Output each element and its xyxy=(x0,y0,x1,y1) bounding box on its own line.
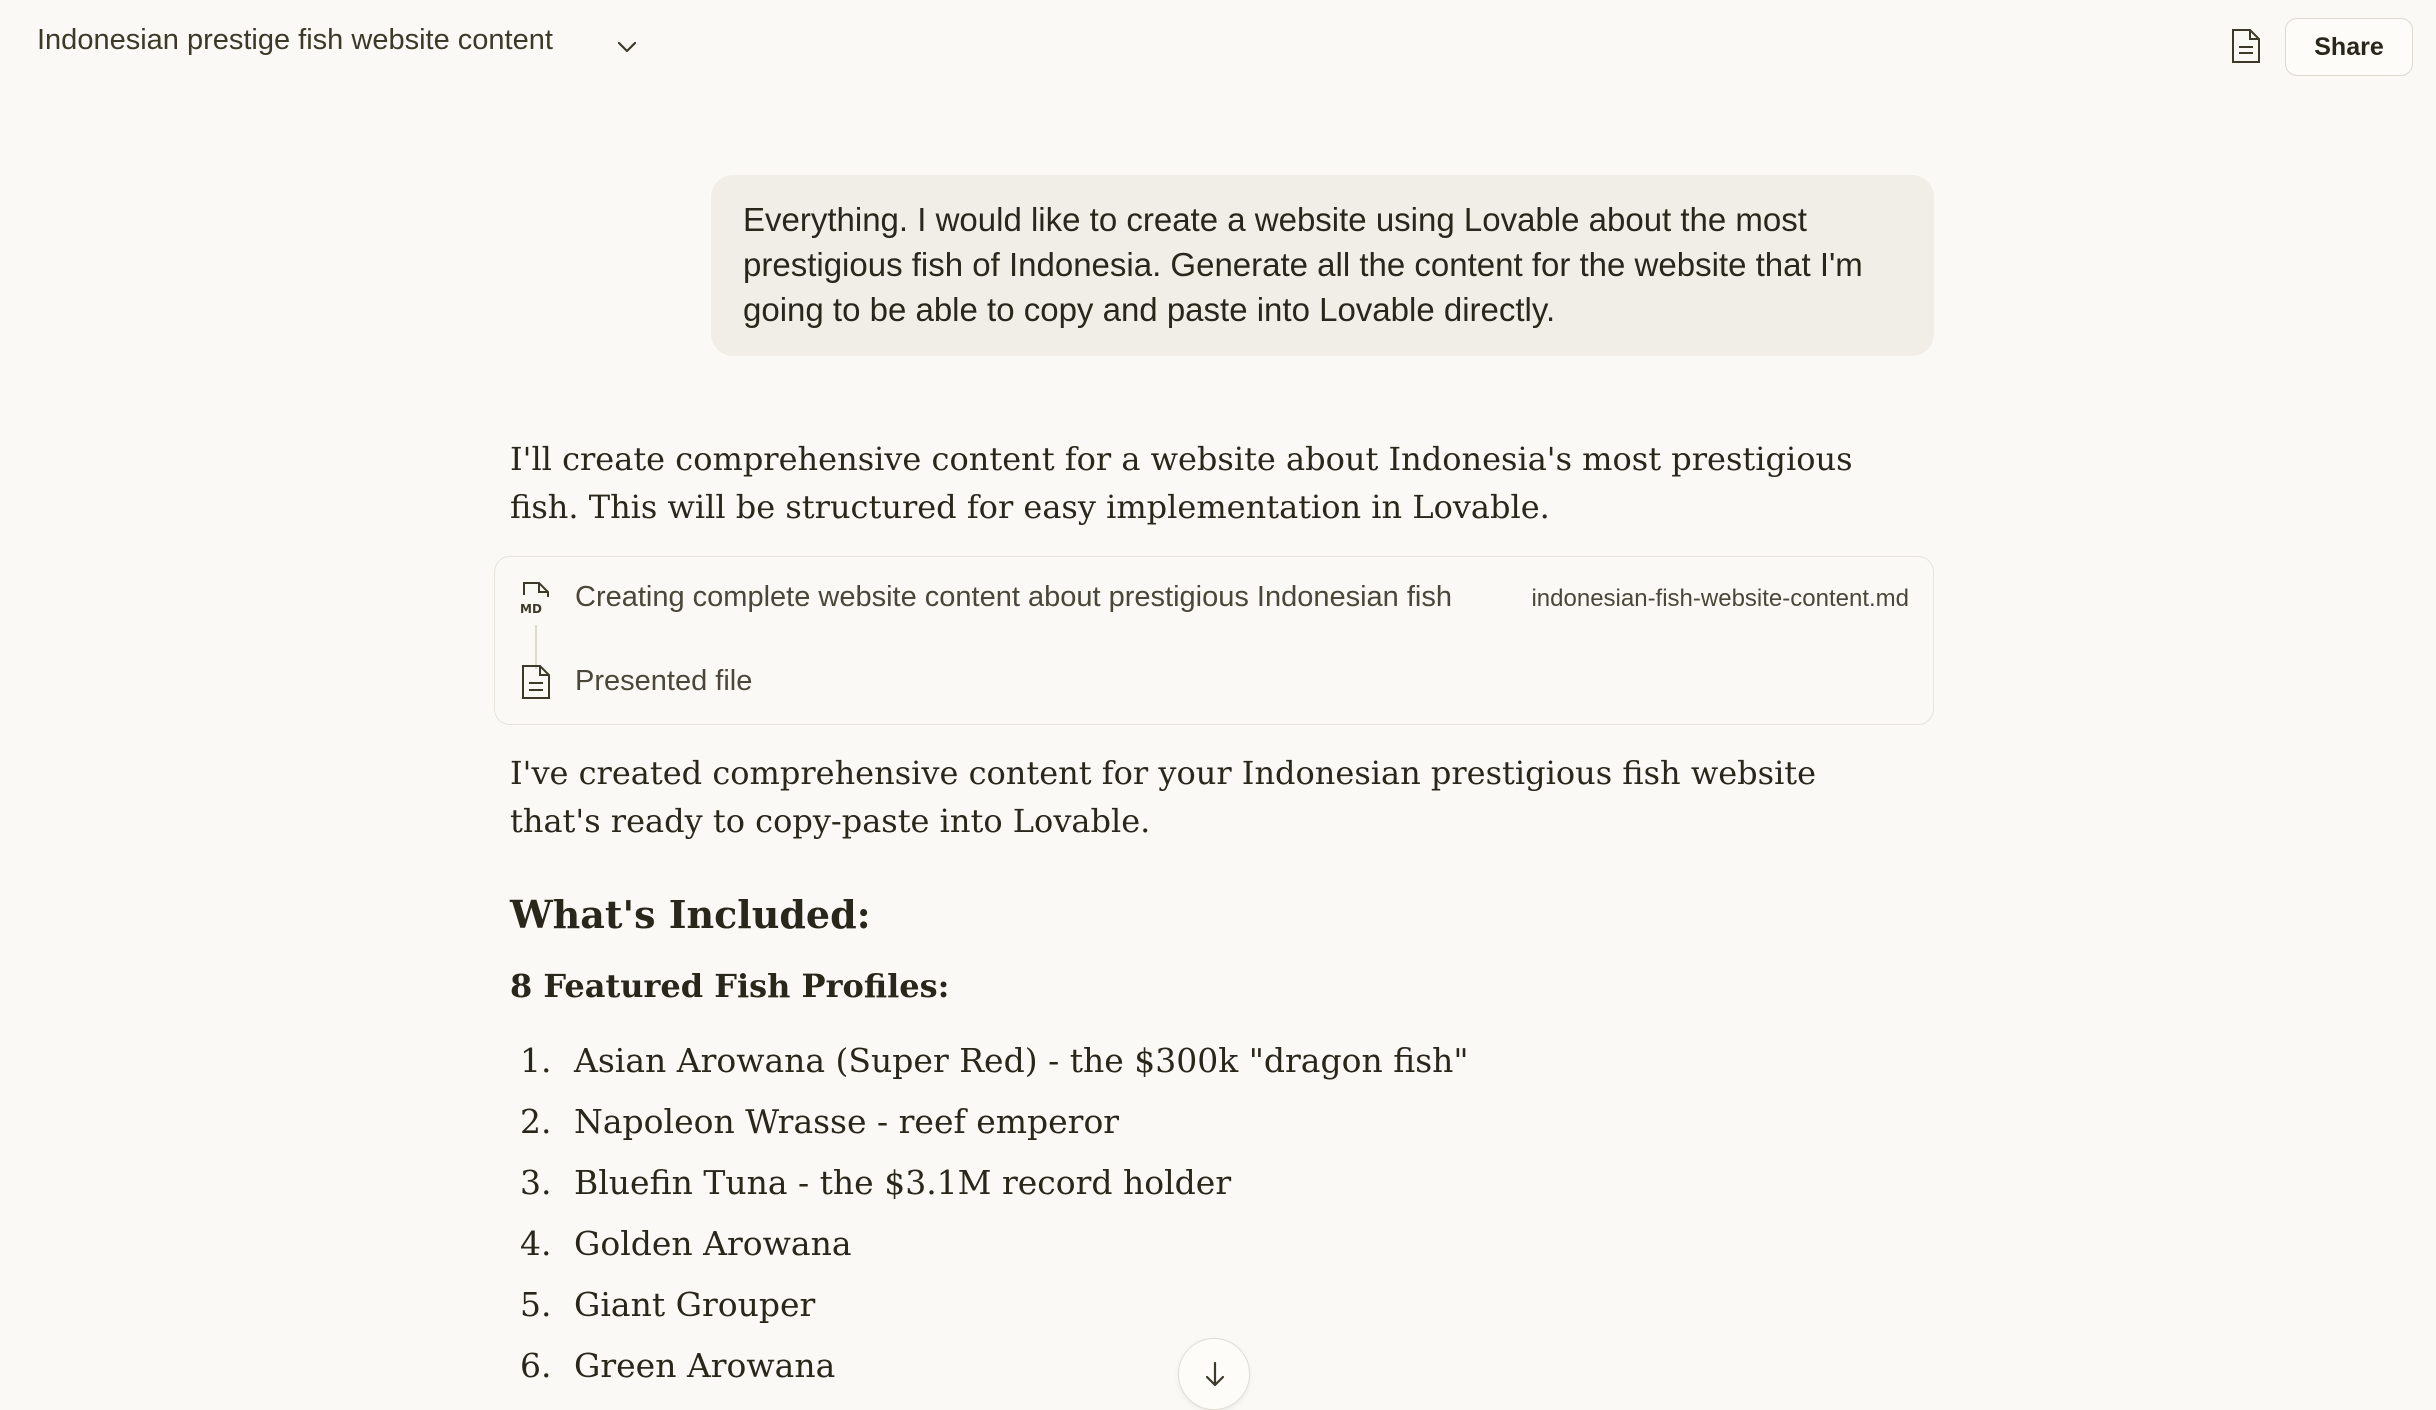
tool-step-creating[interactable]: Creating complete website content about prestigious Indonesian fish xyxy=(575,581,1452,613)
list-number: 6. xyxy=(520,1346,552,1385)
top-bar xyxy=(0,0,2436,92)
scroll-to-bottom-button[interactable] xyxy=(1178,1338,1250,1410)
document-icon xyxy=(519,663,553,701)
list-item-text: Green Arowana xyxy=(574,1346,836,1385)
assistant-summary: I've created comprehensive content for your Indonesian prestigious fish website that's ready to copy-paste into Lovable. xyxy=(510,754,1817,840)
list-item-text: Asian Arowana (Super Red) - the $300k "dragon fish" xyxy=(574,1041,1469,1080)
markdown-file-icon-label: MD xyxy=(520,602,542,616)
tool-activity-card[interactable] xyxy=(494,556,1934,725)
list-number: 2. xyxy=(520,1102,552,1141)
document-icon[interactable] xyxy=(2229,27,2263,65)
tool-step-filename[interactable]: indonesian-fish-website-content.md xyxy=(1531,585,1909,612)
user-message-text: Everything. I would like to create a website using Lovable about the most prestigious fish of Indonesia. Generate all the content for the website that I'm going to be able to copy and paste into Lovable directly. xyxy=(743,201,1863,328)
list-number: 5. xyxy=(520,1285,552,1324)
share-button[interactable]: Share xyxy=(2285,18,2413,76)
tool-step-presented[interactable]: Presented file xyxy=(575,665,753,697)
list-item-text: Napoleon Wrasse - reef emperor xyxy=(574,1102,1120,1141)
list-item-text: Giant Grouper xyxy=(574,1285,816,1324)
section-subheading: 8 Featured Fish Profiles: xyxy=(510,967,950,1005)
conversation-title[interactable]: Indonesian prestige fish website content xyxy=(37,24,553,56)
arrow-down-icon xyxy=(1201,1359,1229,1391)
markdown-file-icon xyxy=(519,581,553,617)
assistant-intro: I'll create comprehensive content for a website about Indonesia's most prestigious fish. This will be structured for easy implementation in Lovable. xyxy=(510,440,1853,526)
user-message-bubble xyxy=(711,175,1934,356)
list-item-text: Bluefin Tuna - the $3.1M record holder xyxy=(574,1163,1232,1202)
section-heading: What's Included: xyxy=(510,892,871,937)
list-number: 4. xyxy=(520,1224,552,1263)
list-number: 1. xyxy=(520,1041,552,1080)
list-item-text: Golden Arowana xyxy=(574,1224,852,1263)
list-number: 3. xyxy=(520,1163,552,1202)
chevron-down-icon[interactable] xyxy=(612,32,642,62)
